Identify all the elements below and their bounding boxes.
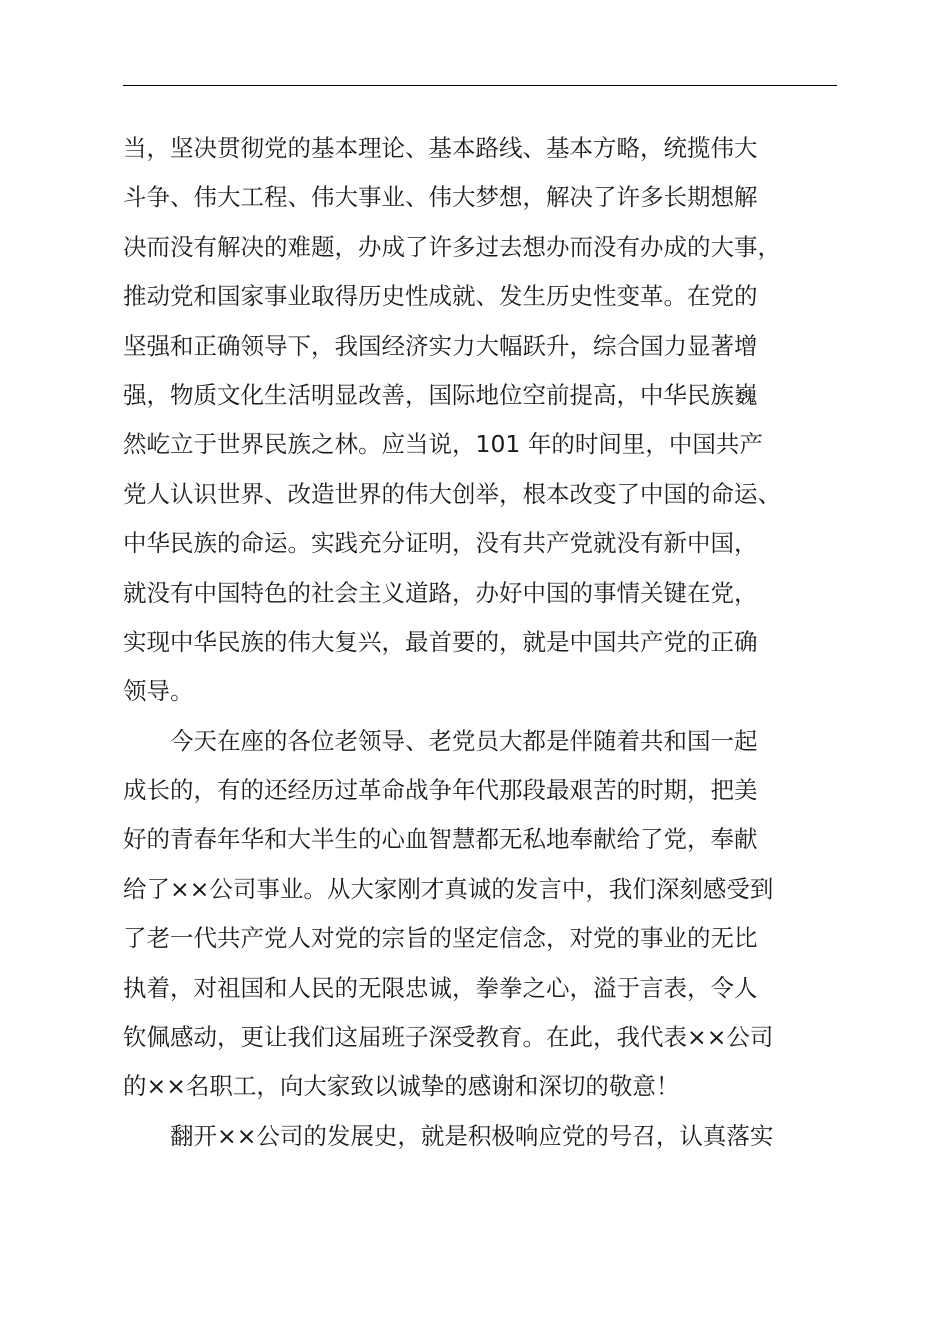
text-line: 执着，对祖国和人民的无限忠诚，拳拳之心，溢于言表，令人	[123, 973, 758, 1002]
text-line: 成长的，有的还经历过革命战争年代那段最艰苦的时期，把美	[123, 776, 758, 805]
text-line: 钦佩感动，更让我们这届班子深受教育。在此，我代表××公司	[123, 1023, 774, 1052]
text-line: 斗争、伟大工程、伟大事业、伟大梦想，解决了许多长期想解	[123, 183, 758, 212]
body-text	[123, 124, 883, 1161]
text-line: 推动党和国家事业取得历史性成就、发生历史性变革。在党的	[123, 282, 758, 311]
text-line: 然屹立于世界民族之林。应当说，101 年的时间里，中国共产	[123, 430, 763, 459]
header-rule	[123, 85, 837, 86]
text-line: 领导。	[123, 677, 194, 706]
text-line: 决而没有解决的难题，办成了许多过去想办而没有办成的大事，	[123, 232, 781, 261]
text-line: 好的青春年华和大半生的心血智慧都无私地奉献给了党，奉献	[123, 825, 758, 854]
text-line: 强，物质文化生活明显改善，国际地位空前提高，中华民族巍	[123, 380, 758, 409]
text-line: 翻开××公司的发展史，就是积极响应党的号召，认真落实	[123, 1121, 774, 1150]
text-line: 今天在座的各位老领导、老党员大都是伴随着共和国一起	[123, 726, 758, 755]
text-line: 坚强和正确领导下，我国经济实力大幅跃升，综合国力显著增	[123, 331, 758, 360]
text-line: 了老一代共产党人对党的宗旨的坚定信念，对党的事业的无比	[123, 924, 758, 953]
text-line: 就没有中国特色的社会主义道路，办好中国的事情关键在党，	[123, 578, 758, 607]
text-line: 的××名职工，向大家致以诚挚的感谢和深切的敬意！	[123, 1072, 680, 1101]
text-line: 党人认识世界、改造世界的伟大创举，根本改变了中国的命运、	[123, 479, 781, 508]
text-line: 给了××公司事业。从大家刚才真诚的发言中，我们深刻感受到	[123, 874, 774, 903]
text-line: 当，坚决贯彻党的基本理论、基本路线、基本方略，统揽伟大	[123, 134, 758, 162]
text-line: 实现中华民族的伟大复兴，最首要的，就是中国共产党的正确	[123, 627, 758, 656]
text-line: 中华民族的命运。实践充分证明，没有共产党就没有新中国，	[123, 529, 758, 558]
